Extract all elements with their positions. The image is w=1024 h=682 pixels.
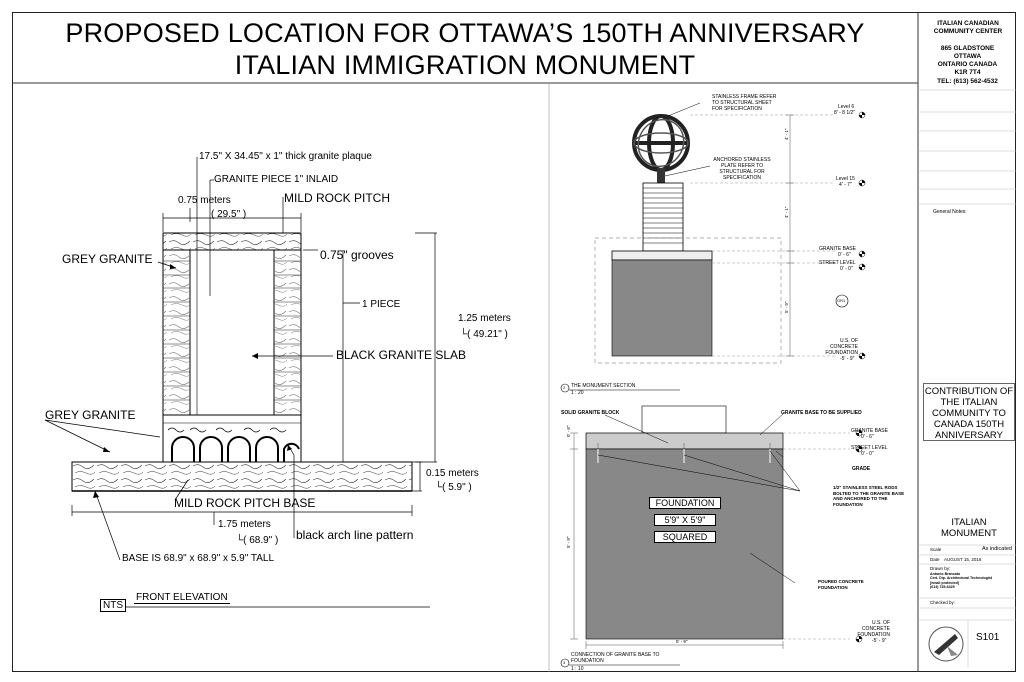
section-street-level-elev: 0' - 0" xyxy=(840,266,853,272)
section-scale: 1 : 20 xyxy=(571,390,584,396)
grade-note: GRADE xyxy=(852,466,871,472)
base-h-in-text: ( 5.9" ) xyxy=(442,482,472,493)
detail-granite-base-name: GRANITE BASE xyxy=(851,428,888,434)
level-6-elev: 8' - 8 1/2" xyxy=(834,110,856,116)
drawn-by-email: [email protected] xyxy=(930,580,959,585)
section-marker: 2 xyxy=(563,385,566,390)
drawn-by-name: Antonio Brancato xyxy=(930,572,961,576)
nts-label: NTS xyxy=(100,599,126,612)
base-w-in-label: └( 68.9" ) xyxy=(236,535,279,546)
section-dim-2: 4' - 1" xyxy=(784,206,789,218)
detail-dim-top: 0' - 6" xyxy=(566,425,571,437)
phone: TEL: (613) 562-4532 xyxy=(937,78,998,85)
width-in-label: ( 29.5" ) xyxy=(211,209,247,220)
address-line-1: 865 GLADSTONE xyxy=(940,45,995,52)
foundation-size: 5'9" X 5'9" xyxy=(654,514,716,526)
section-uso-elev: -5' - 9" xyxy=(840,356,855,362)
poured-note: POURED CONCRETE FOUNDATION xyxy=(818,579,864,590)
inlaid-label: GRANITE PIECE 1" INLAID xyxy=(214,174,339,185)
solid-block-note: SOLID GRANITE BLOCK xyxy=(561,410,620,416)
sheet-logo xyxy=(925,622,967,666)
org-name: ITALIAN CANADIAN COMMUNITY CENTER xyxy=(933,20,1003,35)
frame-note: STAINLESS FRAME REFER TO STRUCTURAL SHEET FOR SPECIFICATION xyxy=(712,94,777,112)
address-line-4: K1R 7T4 xyxy=(954,69,981,76)
base-size-label: BASE IS 68.9" x 68.9" x 5.9" TALL xyxy=(122,553,275,564)
one-piece-label: 1 PIECE xyxy=(362,299,401,310)
level-15-name: Level 15 xyxy=(836,176,855,182)
drawn-by-title: Cert. Dip. Architectural Technologist xyxy=(930,576,993,581)
date-value: AUGUST 15, 2016 xyxy=(944,557,982,562)
section-granite-base-name: GRANITE BASE xyxy=(819,246,856,252)
title-line-1: PROPOSED LOCATION FOR OTTAWA’S 150TH ANNIVERSARY xyxy=(65,18,865,48)
address-line-3: ONTARIO CANADA xyxy=(937,61,998,68)
height-m-label: 1.25 meters xyxy=(458,313,511,324)
section-title: THE MONUMENT SECTION xyxy=(571,383,636,389)
base-w-in-text: ( 68.9" ) xyxy=(243,535,279,546)
contribution-text: CONTRIBUTION OF THE ITALIAN COMMUNITY TO CANADA 150TH ANNIVERSARY xyxy=(924,386,1014,441)
detail-dim-left: 5' - 9" xyxy=(566,536,571,548)
title-line-2: ITALIAN IMMIGRATION MONUMENT xyxy=(234,50,696,80)
grooves-label: 0.75" grooves xyxy=(320,248,394,262)
drawn-by xyxy=(930,572,992,589)
contribution-box xyxy=(923,383,1015,441)
detail-street-level-name: STREET LEVEL xyxy=(851,445,888,451)
checked-by-label: Checked by: xyxy=(930,600,956,605)
plate-note: ANCHORED STAINLESS PLATE REFER TO STRUCTURAL FOR SPECIFICATION xyxy=(713,157,771,181)
width-m-label: 0.75 meters xyxy=(178,195,231,206)
base-h-m-label: 0.15 meters xyxy=(426,468,479,479)
date-label: Date xyxy=(930,557,940,562)
base-h-in-label: └( 5.9" ) xyxy=(435,482,472,493)
level-6-name: Level 6 xyxy=(838,104,855,110)
view-label: FRONT ELEVATION xyxy=(136,592,228,603)
scale-label: Scale xyxy=(930,547,942,552)
rods-note: 1/2" STAINLESS STEEL RODS BOLTED TO THE GRANITE BASE AND ANCHORED TO THE FOUNDATION xyxy=(833,485,905,507)
foundation-squared: SQUARED xyxy=(654,531,716,543)
drawn-by-phone: (613) 735-6425 xyxy=(930,584,955,589)
foundation-box xyxy=(649,497,721,543)
base-supplied-note: GRANITE BASE TO BE SUPPLIED xyxy=(781,410,862,416)
detail-uso-elev: -5' - 9" xyxy=(872,638,887,644)
section-dim-3: 5' - 9" xyxy=(784,301,789,313)
drawn-by-label: Drawn by: xyxy=(930,566,951,571)
grid-marker: GR1 xyxy=(837,298,846,303)
scale-value: As indicated xyxy=(982,546,1012,552)
detail-title: CONNECTION OF GRANITE BASE TO FOUNDATION xyxy=(571,652,660,664)
sheet-number: S101 xyxy=(976,632,1000,643)
arch-label: black arch line pattern xyxy=(296,528,414,542)
foundation-label: FOUNDATION xyxy=(649,497,721,509)
plaque-label: 17.5" X 34.45" x 1" thick granite plaque xyxy=(199,151,372,162)
section-dim-1: 4' - 1" xyxy=(784,128,789,140)
detail-dim-bottom: 5' - 9" xyxy=(676,639,688,644)
height-in-label: └( 49.21" ) xyxy=(460,329,508,340)
black-slab-label: BLACK GRANITE SLAB xyxy=(336,348,467,362)
detail-marker: 3 xyxy=(563,660,566,665)
detail-uso-name: U.S. OF CONCRETE FOUNDATION xyxy=(857,620,890,638)
detail-street-level-elev: 0' - 0" xyxy=(861,451,874,457)
detail-scale: 1 : 10 xyxy=(571,666,584,672)
mild-rock-pitch-label: MILD ROCK PITCH xyxy=(284,191,391,205)
drawing-title: ITALIAN MONUMENT xyxy=(941,517,997,539)
address-line-2: OTTAWA xyxy=(953,53,982,60)
detail-granite-base-elev: 0' - 6" xyxy=(861,434,874,440)
level-15-elev: 4' - 7" xyxy=(839,182,852,188)
grey-granite-top-label: GREY GRANITE xyxy=(62,252,153,266)
section-granite-base-elev: 0' - 6" xyxy=(838,252,851,258)
section-street-level-name: STREET LEVEL xyxy=(819,260,856,266)
general-notes-label: General Notes: xyxy=(933,209,967,215)
base-label: MILD ROCK PITCH BASE xyxy=(174,496,316,510)
section-uso-name: U.S. OF CONCRETE FOUNDATION xyxy=(825,338,858,356)
height-in-text: ( 49.21" ) xyxy=(467,329,508,340)
grey-granite-side-label: GREY GRANITE xyxy=(45,408,136,422)
base-w-m-label: 1.75 meters xyxy=(218,519,271,530)
